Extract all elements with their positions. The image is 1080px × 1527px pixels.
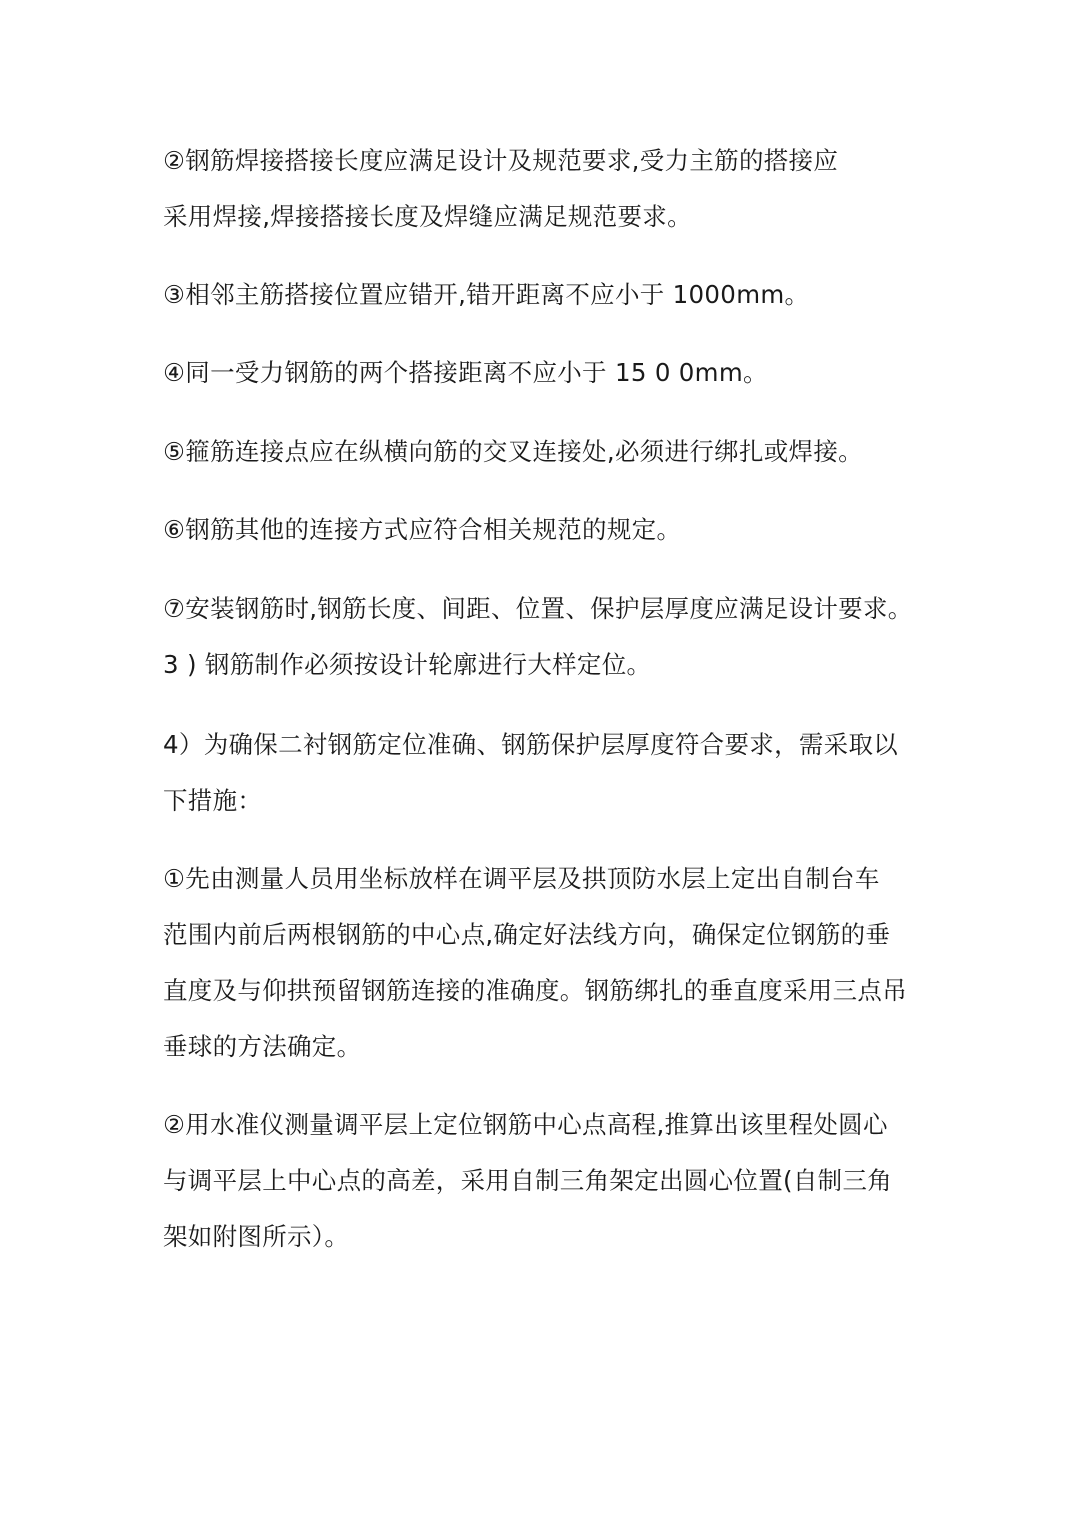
paragraph-positioning-measures	[163, 717, 923, 829]
paragraph-leveling-elevation	[163, 1097, 923, 1265]
paragraph-stirrup-joints	[163, 424, 923, 480]
paragraph-weld-lap-length	[163, 133, 923, 245]
text-line: 3 ) 钢筋制作必须按设计轮廓进行大样定位。	[163, 650, 652, 679]
text-line: 直度及与仰拱预留钢筋连接的准确度。钢筋绑扎的垂直度采用三点吊	[163, 976, 907, 1005]
text-line: 与调平层上中心点的高差，采用自制三角架定出圆心位置(自制三角	[163, 1166, 893, 1195]
paragraph-other-connections	[163, 502, 923, 558]
text-line: ⑦安装钢筋时,钢筋长度、间距、位置、保护层厚度应满足设计要求。	[163, 594, 913, 623]
text-line: 4）为确保二衬钢筋定位准确、钢筋保护层厚度符合要求，需采取以	[163, 730, 899, 759]
text-line: ①先由测量人员用坐标放样在调平层及拱顶防水层上定出自制台车	[163, 864, 880, 893]
text-line: 下措施：	[163, 786, 263, 815]
text-line: ⑥钢筋其他的连接方式应符合相关规范的规定。	[163, 515, 682, 544]
text-line: ④同一受力钢筋的两个搭接距离不应小于 15 0 0mm。	[163, 358, 768, 387]
text-line: 范围内前后两根钢筋的中心点,确定好法线方向，确保定位钢筋的垂	[163, 920, 891, 949]
text-line: ②用水准仪测量调平层上定位钢筋中心点高程,推算出该里程处圆心	[163, 1110, 888, 1139]
paragraph-lap-distance	[163, 345, 923, 401]
text-line: 采用焊接,焊接搭接长度及焊缝应满足规范要求。	[163, 202, 692, 231]
text-line: ②钢筋焊接搭接长度应满足设计及规范要求,受力主筋的搭接应	[163, 146, 839, 175]
text-line: ③相邻主筋搭接位置应错开,错开距离不应小于 1000mm。	[163, 280, 810, 309]
text-line: 垂球的方法确定。	[163, 1032, 362, 1061]
text-line: ⑤箍筋连接点应在纵横向筋的交叉连接处,必须进行绑扎或焊接。	[163, 437, 863, 466]
paragraph-survey-setout	[163, 851, 923, 1075]
paragraph-installation	[163, 581, 923, 693]
paragraph-stagger-lap	[163, 267, 923, 323]
text-line: 架如附图所示）。	[163, 1222, 350, 1251]
